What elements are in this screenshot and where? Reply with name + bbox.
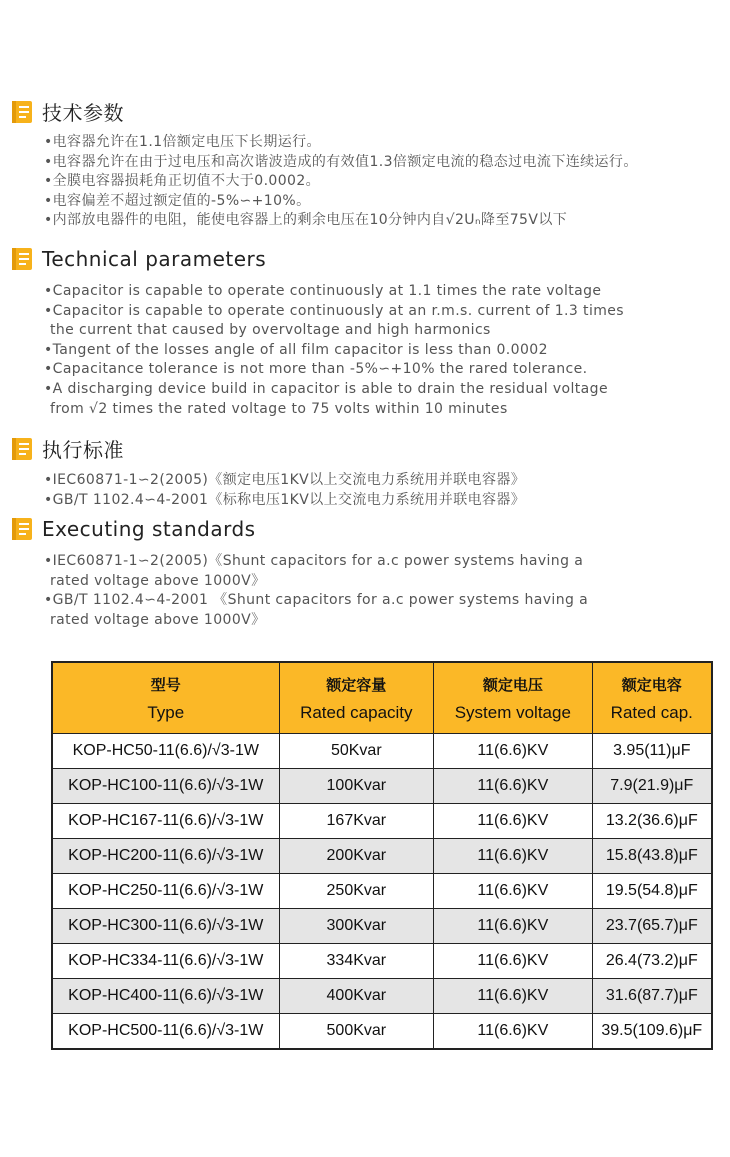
cell-voltage: 11(6.6)KV (434, 804, 593, 839)
cell-type: KOP-HC400-11(6.6)/√3-1W (52, 979, 279, 1014)
bullet-list (44, 471, 694, 510)
list-item: •Capacitor is capable to operate continuously at an r.m.s. current of 1.3 times (44, 302, 624, 319)
document-icon (11, 437, 33, 461)
cell-type: KOP-HC500-11(6.6)/√3-1W (52, 1014, 279, 1050)
bullet-list (44, 133, 694, 231)
cell-capacitance: 3.95(11)μF (592, 734, 712, 769)
cell-type: KOP-HC300-11(6.6)/√3-1W (52, 909, 279, 944)
list-item: •GB/T 1102.4∽4-2001《标称电压1KV以上交流电力系统用并联电容器》 (44, 491, 526, 508)
section-heading (11, 517, 256, 541)
cell-voltage: 11(6.6)KV (434, 944, 593, 979)
list-item: •Capacitance tolerance is not more than -5%∽+10% the rared tolerance. (44, 361, 588, 378)
bullet-list (44, 282, 694, 419)
list-item: •IEC60871-1∽2(2005)《额定电压1KV以上交流电力系统用并联电容器》 (44, 472, 526, 488)
list-item: •IEC60871-1∽2(2005)《Shunt capacitors for a.c power systems having a (44, 553, 584, 569)
list-item: •电容偏差不超过额定值的-5%∽+10%。 (44, 192, 311, 209)
header-en: Type (147, 702, 185, 722)
section-title: Executing standards (42, 517, 256, 541)
section-title: 技术参数 (42, 101, 124, 125)
cell-capacitance: 31.6(87.7)μF (592, 979, 712, 1014)
table-row (52, 804, 712, 839)
cell-voltage: 11(6.6)KV (434, 874, 593, 909)
section-heading (11, 97, 124, 126)
header-zh: 额定电压 (482, 676, 543, 694)
section-title: Technical parameters (42, 247, 267, 271)
cell-voltage: 11(6.6)KV (434, 769, 593, 804)
document-icon (11, 517, 33, 541)
header-system-voltage (434, 662, 593, 734)
bullet-list (44, 552, 694, 630)
list-item: from √2 times the rated voltage to 75 volts within 10 minutes (50, 400, 508, 417)
header-zh: 额定电容 (621, 676, 682, 694)
cell-capacity: 167Kvar (279, 804, 434, 839)
cell-capacity: 300Kvar (279, 909, 434, 944)
cell-type: KOP-HC334-11(6.6)/√3-1W (52, 944, 279, 979)
cell-voltage: 11(6.6)KV (434, 979, 593, 1014)
header-type (52, 662, 279, 734)
table-row (52, 944, 712, 979)
header-rated-cap (592, 662, 712, 734)
list-item: •Capacitor is capable to operate continuously at 1.1 times the rate voltage (44, 283, 602, 299)
table-row (52, 734, 712, 769)
cell-capacitance: 23.7(65.7)μF (592, 909, 712, 944)
table-row (52, 909, 712, 944)
cell-type: KOP-HC50-11(6.6)/√3-1W (52, 734, 279, 769)
cell-capacitance: 39.5(109.6)μF (592, 1014, 712, 1050)
table-row (52, 839, 712, 874)
cell-capacity: 100Kvar (279, 769, 434, 804)
cell-capacity: 334Kvar (279, 944, 434, 979)
header-en: Rated capacity (300, 702, 413, 722)
section-heading (11, 247, 266, 271)
cell-voltage: 11(6.6)KV (434, 734, 593, 769)
table-row (52, 874, 712, 909)
cell-capacity: 200Kvar (279, 839, 434, 874)
document-icon (11, 247, 33, 271)
table-row (52, 1014, 712, 1050)
cell-type: KOP-HC100-11(6.6)/√3-1W (52, 769, 279, 804)
list-item: •电容器允许在由于过电压和高次谐波造成的有效值1.3倍额定电流的稳态过电流下连续运行。 (44, 153, 638, 170)
cell-capacitance: 19.5(54.8)μF (592, 874, 712, 909)
list-item: •电容器允许在1.1倍额定电压下长期运行。 (44, 134, 321, 150)
list-item: rated voltage above 1000V》 (50, 572, 266, 589)
header-en: Rated cap. (610, 702, 693, 722)
cell-capacitance: 15.8(43.8)μF (592, 839, 712, 874)
table-row (52, 979, 712, 1014)
cell-voltage: 11(6.6)KV (434, 1014, 593, 1050)
cell-capacitance: 7.9(21.9)μF (592, 769, 712, 804)
document-icon (11, 100, 33, 124)
list-item: •Tangent of the losses angle of all film capacitor is less than 0.0002 (44, 341, 548, 358)
cell-capacitance: 13.2(36.6)μF (592, 804, 712, 839)
table-row (52, 769, 712, 804)
cell-voltage: 11(6.6)KV (434, 839, 593, 874)
header-zh: 型号 (150, 676, 181, 694)
list-item: •A discharging device build in capacitor is able to drain the residual voltage (44, 380, 608, 397)
header-en: System voltage (454, 702, 571, 722)
list-item: •GB/T 1102.4∽4-2001 《Shunt capacitors for a.c power systems having a (44, 592, 589, 609)
cell-capacitance: 26.4(73.2)μF (592, 944, 712, 979)
table-header-row (52, 662, 712, 734)
list-item: rated voltage above 1000V》 (50, 611, 266, 628)
cell-capacity: 400Kvar (279, 979, 434, 1014)
cell-capacity: 50Kvar (279, 734, 434, 769)
cell-capacity: 250Kvar (279, 874, 434, 909)
cell-type: KOP-HC167-11(6.6)/√3-1W (52, 804, 279, 839)
cell-type: KOP-HC250-11(6.6)/√3-1W (52, 874, 279, 909)
cell-voltage: 11(6.6)KV (434, 909, 593, 944)
cell-capacity: 500Kvar (279, 1014, 434, 1050)
section-title: 执行标准 (42, 438, 124, 462)
list-item: •全膜电容器损耗角正切值不大于0.0002。 (44, 173, 321, 190)
spec-table (51, 661, 713, 1050)
cell-type: KOP-HC200-11(6.6)/√3-1W (52, 839, 279, 874)
header-zh: 额定容量 (326, 676, 387, 694)
section-heading (11, 434, 124, 463)
list-item: the current that caused by overvoltage and high harmonics (50, 322, 491, 339)
header-rated-capacity (279, 662, 434, 734)
list-item: •内部放电器件的电阻，能使电容器上的剩余电压在10分钟内自√2Uₙ降至75V以下 (44, 212, 568, 229)
